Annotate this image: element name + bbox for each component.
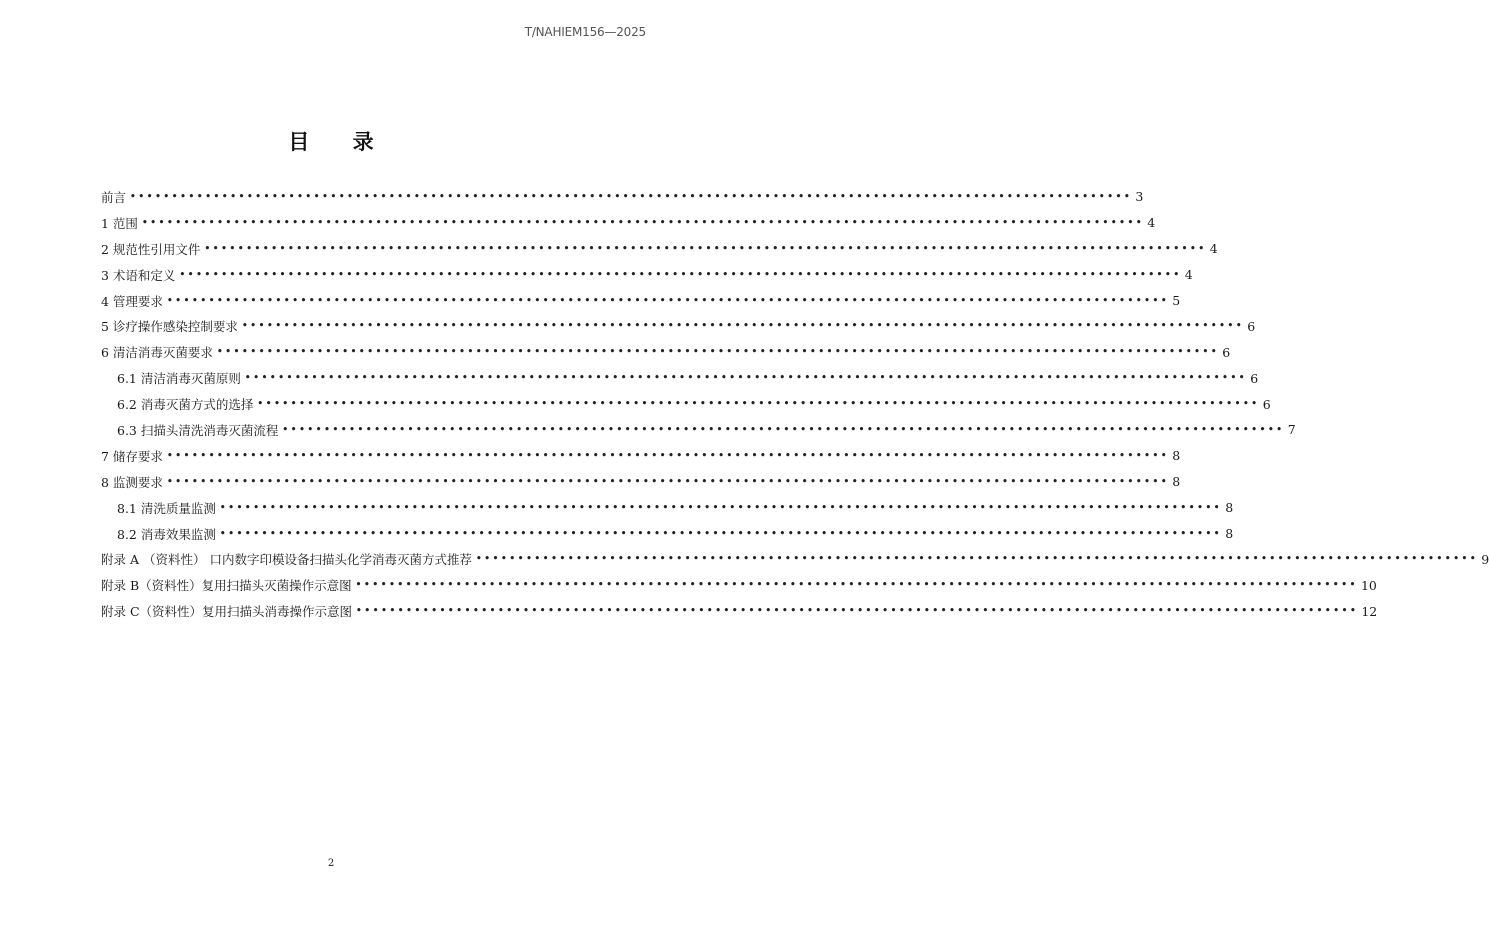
toc-entry[interactable]: [101, 184, 1144, 210]
toc-entry[interactable]: [101, 288, 1181, 314]
toc-entry[interactable]: [101, 391, 1271, 417]
toc-leader-dots: ••••••••••••••••••••••••••••••••••••••••••••••••••••••••••••••••••••••••••••••••••••••••••••••••••••••••••••••••••••••••: [244, 373, 1248, 384]
toc-entry-label: 7 储存要求: [101, 448, 163, 464]
toc-entry-label: 6.3 扫描头清洗消毒灭菌流程: [117, 422, 279, 438]
toc-leader-dots: ••••••••••••••••••••••••••••••••••••••••••••••••••••••••••••••••••••••••••••••••••••••••••••••••••••••••••••••••••••••••: [219, 502, 1223, 513]
toc-leader-dots: ••••••••••••••••••••••••••••••••••••••••••••••••••••••••••••••••••••••••••••••••••••••••••••••••••••••••••••••••••••••••: [166, 476, 1170, 487]
toc-entry[interactable]: [101, 546, 1489, 572]
toc-entry-label: 前言: [101, 189, 127, 205]
document-code: T/NAHIEM156—2025: [524, 25, 646, 39]
toc-entry-page: 4: [1209, 241, 1218, 257]
toc-entry-label: 附录 C（资料性）复用扫描头消毒操作示意图: [101, 604, 353, 620]
toc-leader-dots: ••••••••••••••••••••••••••••••••••••••••••••••••••••••••••••••••••••••••••••••••••••••••••••••••••••••••••••••••••••••••: [166, 295, 1170, 306]
toc-entry-page: 8: [1172, 448, 1181, 464]
toc-leader-dots: ••••••••••••••••••••••••••••••••••••••••••••••••••••••••••••••••••••••••••••••••••••••••••••••••••••••••••••••••••••••••: [141, 217, 1145, 228]
toc-entry-label: 附录 A （资料性） 口内数字印模设备扫描头化学消毒灭菌方式推荐: [101, 552, 472, 568]
toc-entry-label: 6.1 清洁消毒灭菌原则: [117, 371, 241, 387]
toc-leader-dots: ••••••••••••••••••••••••••••••••••••••••••••••••••••••••••••••••••••••••••••••••••••••••••••••••••••••••••••••••••••••••: [219, 528, 1223, 539]
toc-entry-label: 2 规范性引用文件: [101, 241, 201, 257]
toc-entry-page: 7: [1287, 422, 1296, 438]
table-of-contents: [101, 184, 1489, 624]
toc-leader-dots: ••••••••••••••••••••••••••••••••••••••••••••••••••••••••••••••••••••••••••••••••••••••••••••••••••••••••••••••••••••••••: [282, 424, 1285, 435]
toc-entry[interactable]: [101, 210, 1156, 236]
toc-leader-dots: ••••••••••••••••••••••••••••••••••••••••••••••••••••••••••••••••••••••••••••••••••••••••••••••••••••••••••••••••••••••••: [216, 347, 1220, 358]
toc-entry-label: 6.2 消毒灭菌方式的选择: [117, 397, 254, 413]
toc-entry-label: 1 范围: [101, 215, 138, 231]
toc-leader-dots: ••••••••••••••••••••••••••••••••••••••••••••••••••••••••••••••••••••••••••••••••••••••••••••••••••••••••••••••••••••••••: [204, 243, 1207, 254]
toc-entry[interactable]: [101, 598, 1378, 624]
toc-entry-page: 6: [1250, 370, 1259, 386]
toc-entry[interactable]: [101, 262, 1193, 288]
toc-entry-page: 8: [1172, 474, 1181, 490]
toc-entry[interactable]: [101, 443, 1181, 469]
toc-title: 目 录: [288, 130, 392, 154]
toc-leader-dots: ••••••••••••••••••••••••••••••••••••••••••••••••••••••••••••••••••••••••••••••••••••••••••••••••••••••••••••••••••••••••: [241, 321, 1245, 332]
toc-entry-label: 8 监测要求: [101, 474, 163, 490]
toc-entry-label: 6 清洁消毒灭菌要求: [101, 345, 213, 361]
toc-entry-page: 4: [1184, 267, 1193, 283]
toc-entry[interactable]: [101, 417, 1296, 443]
toc-entry-page: 8: [1225, 500, 1234, 516]
toc-entry-label: 3 术语和定义: [101, 267, 176, 283]
toc-entry[interactable]: [101, 236, 1218, 262]
toc-leader-dots: ••••••••••••••••••••••••••••••••••••••••••••••••••••••••••••••••••••••••••••••••••••••••••••••••••••••••••••••••••••••••: [179, 269, 1182, 280]
toc-entry[interactable]: [101, 365, 1259, 391]
toc-entry-page: 3: [1135, 189, 1144, 205]
toc-entry[interactable]: [101, 313, 1256, 339]
toc-entry[interactable]: [101, 469, 1181, 495]
toc-entry-page: 10: [1360, 577, 1377, 593]
toc-entry-label: 4 管理要求: [101, 293, 163, 309]
toc-entry[interactable]: [101, 521, 1234, 547]
toc-entry-page: 8: [1225, 526, 1234, 542]
toc-entry-page: 9: [1481, 551, 1489, 567]
toc-entry-label: 附录 B（资料性）复用扫描头灭菌操作示意图: [101, 578, 352, 594]
toc-entry[interactable]: [101, 339, 1231, 365]
toc-entry-page: 6: [1247, 318, 1256, 334]
toc-entry-label: 5 诊疗操作感染控制要求: [101, 319, 238, 335]
toc-entry-page: 6: [1222, 344, 1231, 360]
toc-leader-dots: ••••••••••••••••••••••••••••••••••••••••••••••••••••••••••••••••••••••••••••••••••••••••••••••••••••••••••••••••••••••••: [257, 399, 1260, 410]
toc-leader-dots: ••••••••••••••••••••••••••••••••••••••••••••••••••••••••••••••••••••••••••••••••••••••••••••••••••••••••••••••••••••••••: [475, 554, 1479, 565]
toc-entry-page: 4: [1147, 215, 1156, 231]
toc-leader-dots: ••••••••••••••••••••••••••••••••••••••••••••••••••••••••••••••••••••••••••••••••••••••••••••••••••••••••••••••••••••••••: [166, 450, 1170, 461]
toc-entry[interactable]: [101, 572, 1377, 598]
toc-entry-label: 8.1 清洗质量监测: [117, 500, 216, 516]
toc-entry-page: 12: [1361, 603, 1378, 619]
toc-entry[interactable]: [101, 495, 1234, 521]
toc-entry-page: 5: [1172, 293, 1181, 308]
page-number: 2: [327, 858, 335, 869]
toc-entry-page: 6: [1262, 396, 1271, 412]
toc-leader-dots: ••••••••••••••••••••••••••••••••••••••••••••••••••••••••••••••••••••••••••••••••••••••••••••••••••••••••••••••••••••••••: [355, 580, 1358, 591]
toc-leader-dots: ••••••••••••••••••••••••••••••••••••••••••••••••••••••••••••••••••••••••••••••••••••••••••••••••••••••••••••••••••••••••: [356, 606, 1359, 617]
toc-entry-label: 8.2 消毒效果监测: [117, 526, 216, 542]
toc-leader-dots: ••••••••••••••••••••••••••••••••••••••••••••••••••••••••••••••••••••••••••••••••••••••••••••••••••••••••••••••••••••••••: [130, 191, 1133, 202]
